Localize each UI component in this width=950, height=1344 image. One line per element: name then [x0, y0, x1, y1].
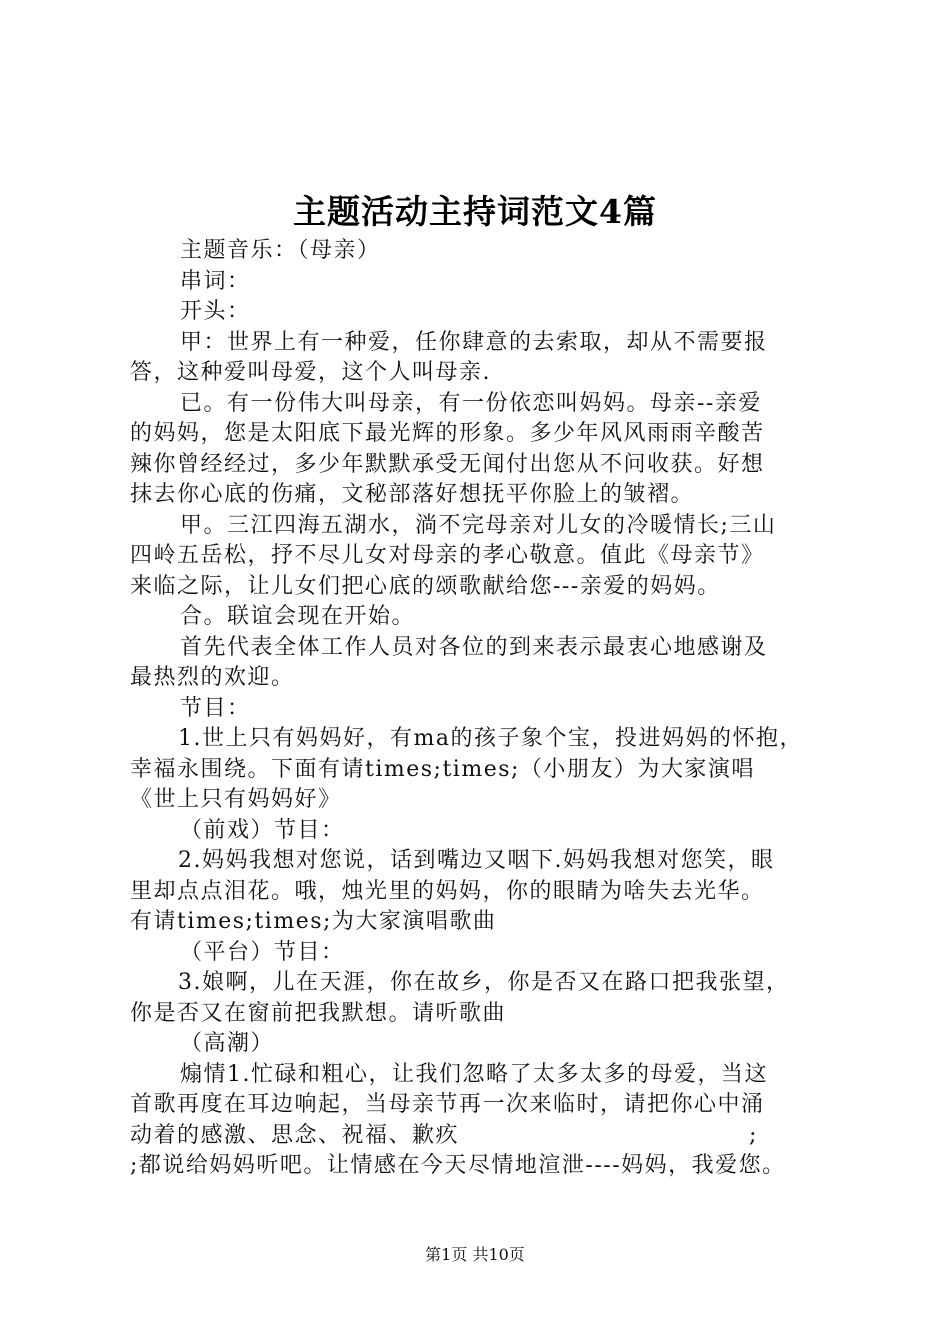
- page-footer: 第1页 共10页: [425, 1245, 525, 1264]
- text-line: 《世上只有妈妈好》: [130, 787, 342, 812]
- text-line: 的妈妈，您是太阳底下最光辉的形象。多少年风风雨雨辛酸苦: [130, 421, 765, 446]
- text-line: 煽情1.忙碌和粗心，让我们忽略了太多太多的母爱，当这: [180, 1061, 768, 1087]
- text-line: 有请times;times;为大家演唱歌曲: [130, 909, 497, 934]
- document-title: 主题活动主持词范文4篇: [293, 192, 657, 231]
- text-line: （前戏）节目：: [180, 817, 345, 843]
- text-line: 串词：: [180, 268, 251, 294]
- text-line: 已。有一份伟大叫母亲，有一份依恋叫妈妈。母亲--亲爱: [180, 390, 762, 416]
- text-line: 甲：世界上有一种爱，任你肆意的去索取，却从不需要报: [180, 329, 768, 355]
- text-line: 节目：: [180, 695, 251, 721]
- text-line: 来临之际，让儿女们把心底的颂歌献给您---亲爱的妈妈。: [130, 573, 721, 599]
- document-body: [130, 236, 835, 1182]
- text-line: 里却点点泪花。哦，烛光里的妈妈，你的眼睛为啥失去光华。: [130, 878, 765, 904]
- text-line: 甲。三江四海五湖水，淌不完母亲对儿女的冷暖情长;三山: [180, 512, 777, 538]
- text-line: 首歌再度在耳边响起，当母亲节再一次来临时，请把你心中涌: [130, 1092, 765, 1117]
- text-line: （平台）节目：: [180, 939, 345, 965]
- text-line: 四岭五岳松，抒不尽儿女对母亲的孝心敬意。值此《母亲节》: [130, 543, 765, 568]
- text-line: 答，这种爱叫母爱，这个人叫母亲.: [130, 360, 491, 385]
- text-segment: ;: [749, 1122, 758, 1148]
- text-line: 主题音乐：（母亲）: [180, 238, 381, 263]
- text-line: 合。联谊会现在开始。: [180, 604, 416, 629]
- text-line: 你是否又在窗前把我默想。请听歌曲: [130, 1000, 507, 1026]
- text-line: 幸福永围绕。下面有请times;times;（小朋友）为大家演唱: [130, 756, 755, 782]
- text-line: （高潮）: [180, 1031, 275, 1056]
- text-segment: 动着的感激、思念、祝福、歉疚: [130, 1122, 460, 1148]
- text-line: 开头：: [180, 299, 251, 324]
- text-line: 首先代表全体工作人员对各位的到来表示最衷心地感谢及: [180, 634, 768, 660]
- text-line: 抹去你心底的伤痛，文秘部落好想抚平你脸上的皱褶。: [130, 482, 695, 507]
- text-line: 1.世上只有妈妈好，有ma的孩子象个宝，投进妈妈的怀抱，: [178, 726, 803, 751]
- text-line: 2.妈妈我想对您说，话到嘴边又咽下.妈妈我想对您笑，眼: [178, 848, 775, 873]
- text-line: ;都说给妈妈听吧。让情感在今天尽情地渲泄----妈妈，我爱您。: [130, 1153, 786, 1178]
- text-line-split: [130, 1121, 835, 1152]
- text-line: 辣你曾经经过，多少年默默承受无闻付出您从不问收获。好想: [130, 451, 765, 477]
- text-line: 3.娘啊，儿在天涯，你在故乡，你是否又在路口把我张望，: [178, 970, 790, 995]
- text-line: 最热烈的欢迎。: [130, 665, 295, 690]
